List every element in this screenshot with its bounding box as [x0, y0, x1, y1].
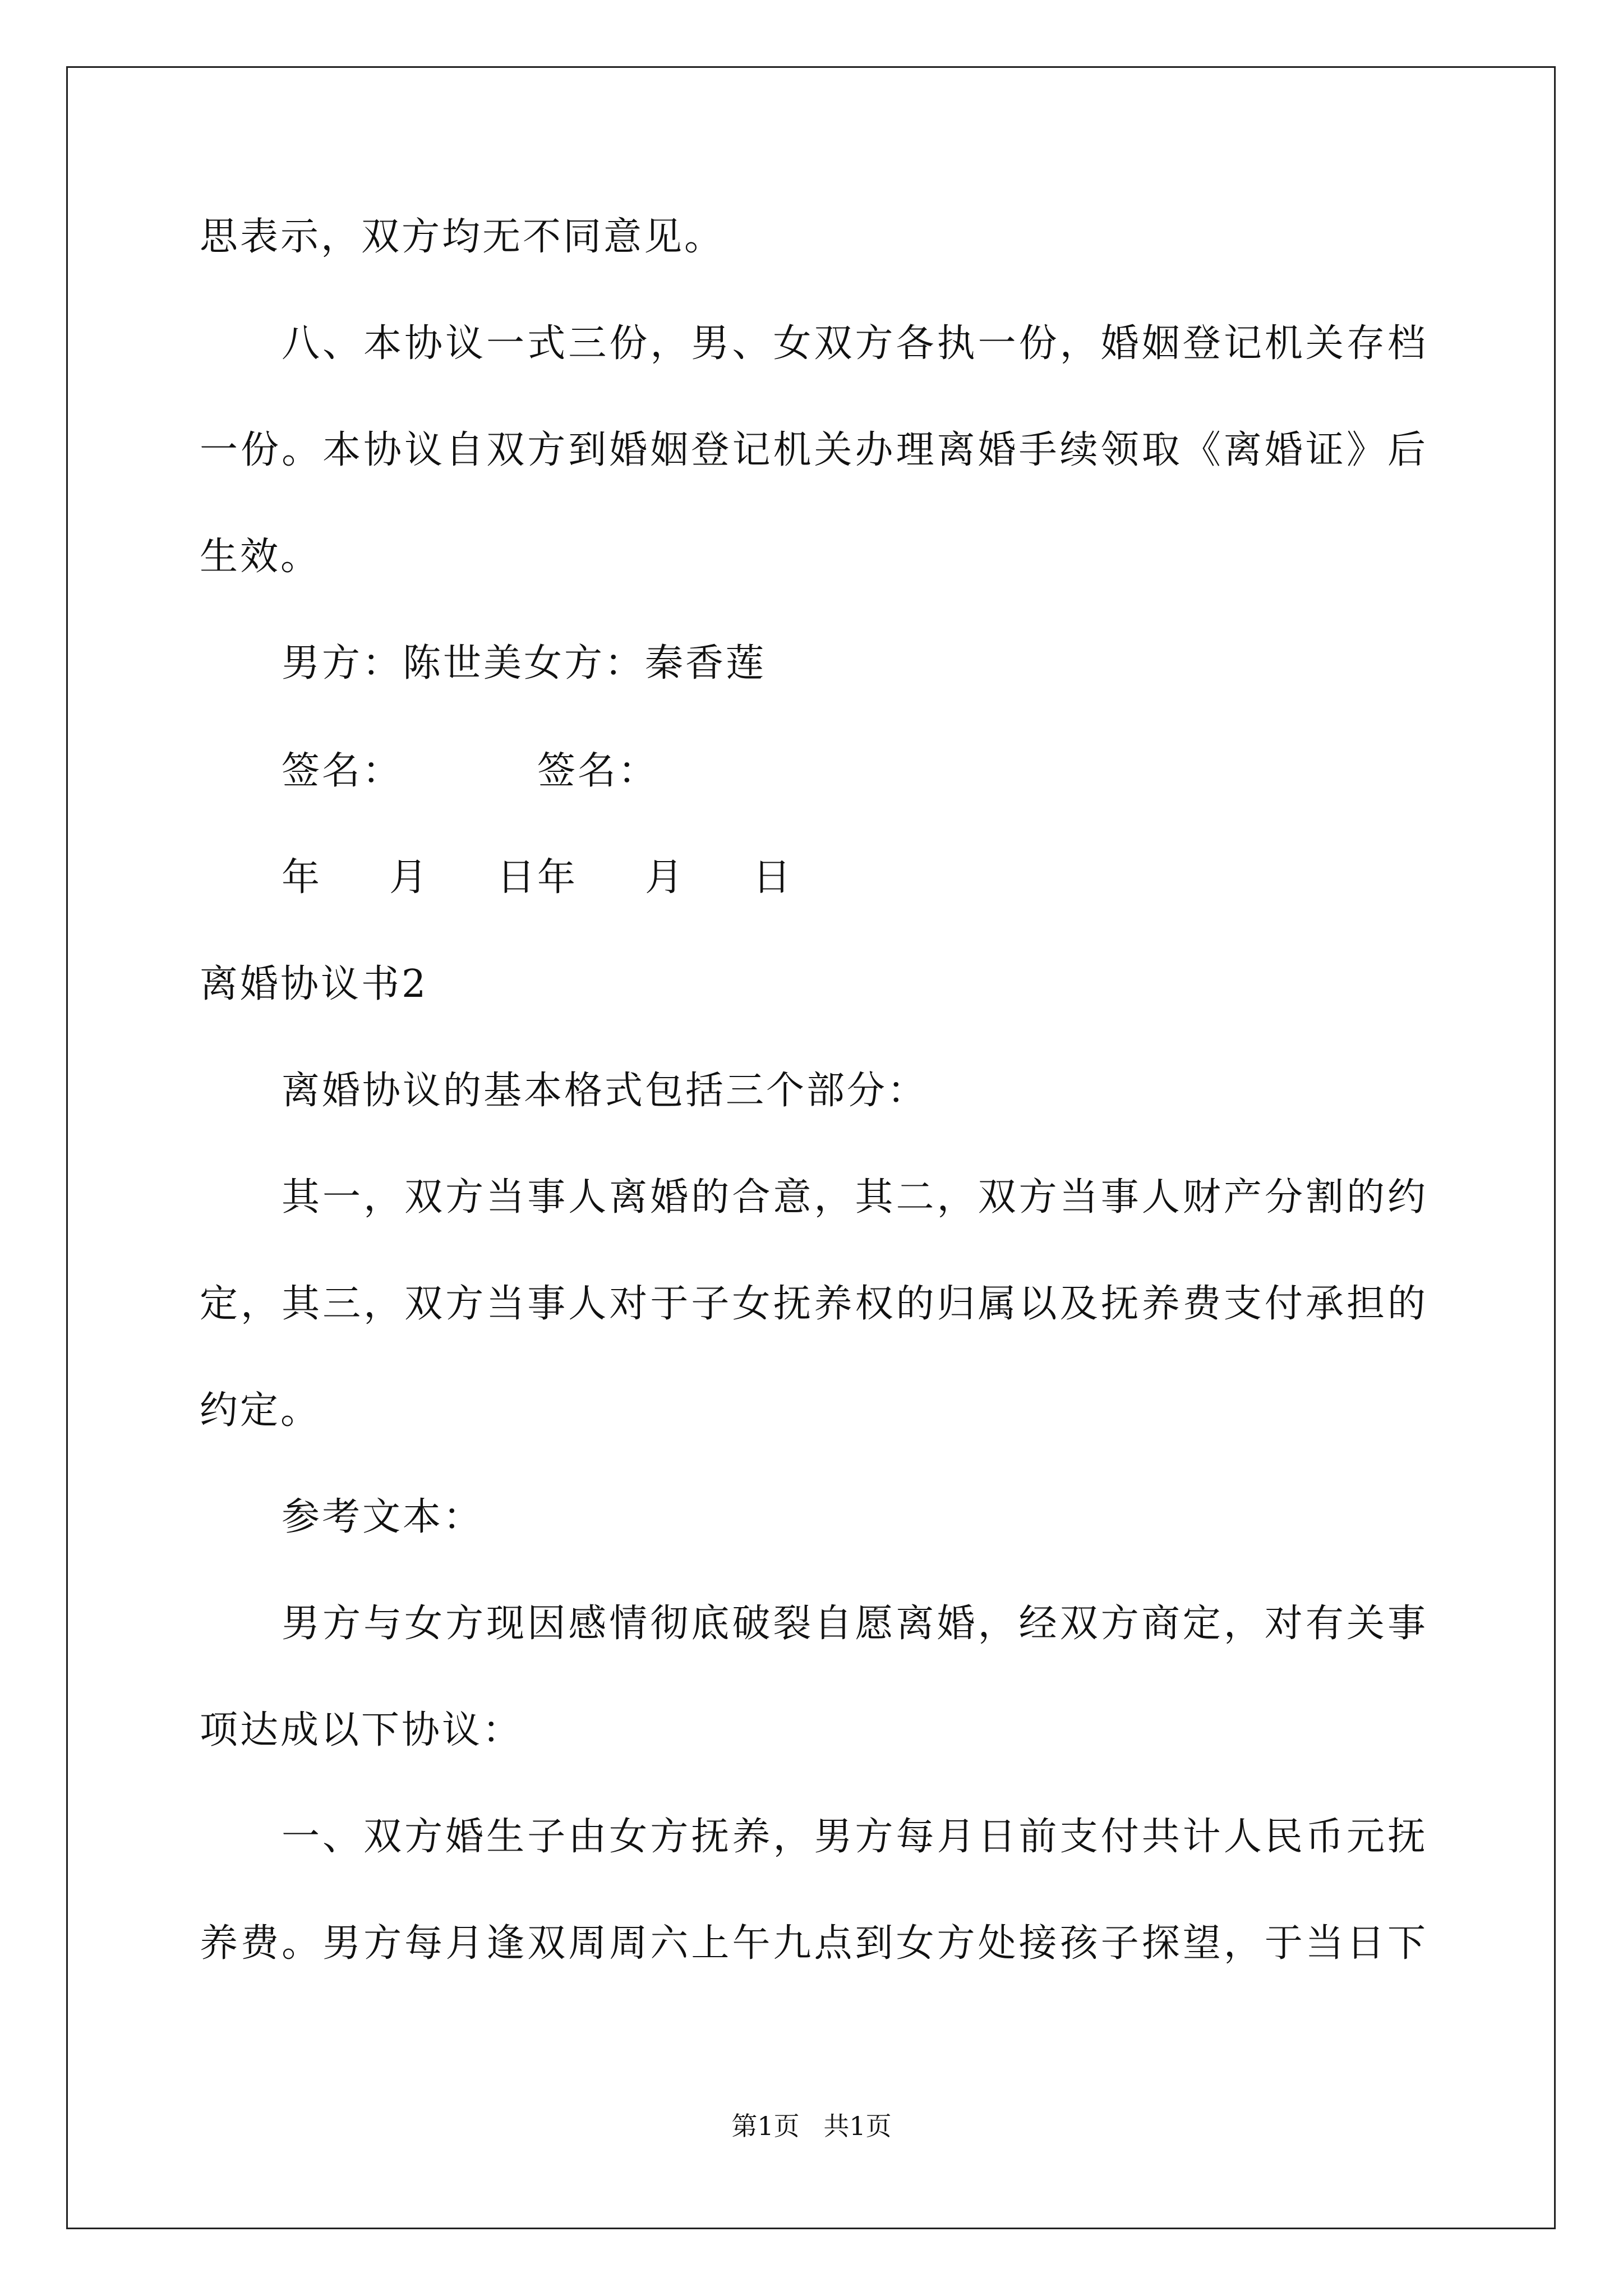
text-line: 八、本协议一式三份，男、女双方各执一份，婚姻登记机关存档: [282, 321, 1428, 366]
page-footer: [0, 2109, 1623, 2143]
text-line: 思表示，双方均无不同意见。: [200, 215, 725, 259]
text-line: 离婚协议的基本格式包括三个部分：: [282, 1069, 928, 1113]
text-line: 生效。: [200, 535, 321, 579]
text-line: 男方：陈世美女方：秦香莲: [282, 641, 767, 685]
text-line: 其一，双方当事人离婚的合意，其二，双方当事人财产分割的约: [282, 1175, 1428, 1220]
date-month: 月: [645, 855, 686, 900]
date-day: 日: [753, 855, 794, 900]
date-line: [200, 853, 1428, 903]
text-line: 约定。: [200, 1388, 321, 1433]
signature-label-female: 签名：: [537, 749, 659, 793]
signature-line: [200, 746, 1428, 797]
text-line: 男方与女方现因感情彻底破裂自愿离婚，经双方商定，对有关事: [282, 1602, 1428, 1646]
text-line: 定，其三，双方当事人对于子女抚养权的归属以及抚养费支付承担的: [200, 1282, 1428, 1326]
date-day-year: 日年: [497, 855, 578, 900]
page-border: [66, 66, 1556, 2229]
text-line: 一、双方婚生子由女方抚养，男方每月日前支付共计人民币元抚: [282, 1815, 1428, 1859]
text-line: 养费。男方每月逢双周周六上午九点到女方处接孩子探望，于当日下: [200, 1921, 1428, 1966]
page-total: 共1页: [823, 2111, 892, 2141]
date-year: 年: [282, 855, 322, 900]
page-number: 第1页: [731, 2111, 800, 2141]
text-line: 参考文本：: [282, 1495, 484, 1539]
date-month: 月: [389, 855, 430, 900]
section-title: 离婚协议书2: [200, 962, 428, 1006]
text-line: 项达成以下协议：: [200, 1708, 523, 1752]
signature-label-male: 签名：: [282, 749, 403, 793]
text-line: 一份。本协议自双方到婚姻登记机关办理离婚手续领取《离婚证》后: [200, 428, 1428, 472]
